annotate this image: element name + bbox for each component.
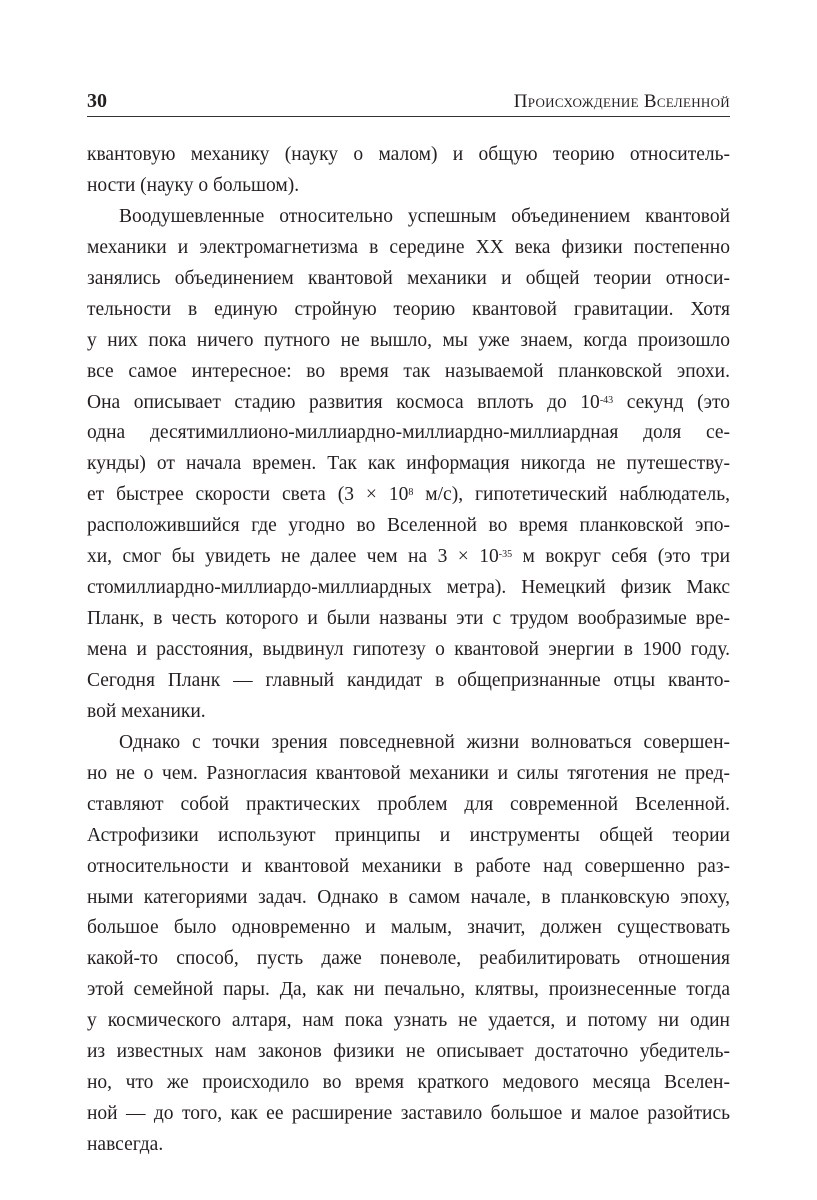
text-line: ности (науку о большом). (87, 174, 300, 196)
text-line: Планк, в честь которого и были названы эти с трудом вообразимые вре- (87, 608, 730, 630)
text-line: большое было одновременно и малым, значит, должен существовать (87, 917, 730, 939)
text-line: но, что же происходило во время краткого медового месяца Вселен- (87, 1072, 730, 1094)
text-line: какой-то способ, пусть даже поневоле, реабилитировать отношения (87, 948, 730, 970)
body-text (87, 140, 730, 1161)
text-line: Сегодня Планк — главный кандидат в общепризнанные отцы кванто- (87, 669, 730, 691)
text-line: вой механики. (87, 700, 206, 722)
page-header (87, 88, 730, 117)
running-title: Происхождение Вселенной (513, 91, 730, 112)
paragraph (87, 202, 730, 728)
text-line: у них пока ничего путного не вышло, мы уже знаем, когда произошло (87, 329, 730, 351)
text-line: механики и электромагнетизма в середине XX века физики постепенно (87, 236, 730, 258)
text-line: квантовую механику (науку о малом) и общую теорию относитель- (87, 144, 730, 165)
text-segment: м/с), гипотетический наблюдатель, (413, 484, 730, 506)
text-segment: секунд (это (613, 391, 730, 413)
text-line: ной — до того, как ее расширение заставило большое и малое разойтись (87, 1103, 730, 1125)
text-line: расположившийся где угодно во Вселенной во время планковской эпо- (87, 515, 730, 537)
text-line (87, 388, 730, 419)
text-line: относительности и квантовой механики в работе над совершенно раз- (87, 855, 730, 877)
text-line: у космического алтаря, нам пока узнать не удается, и потому ни один (87, 1010, 730, 1032)
text-segment: хи, смог бы увидеть не далее чем на 3 × 10 (87, 546, 499, 568)
paragraph (87, 728, 730, 1161)
text-line: кунды) от начала времен. Так как информация никогда не путешеству- (87, 453, 730, 475)
text-line: мена и расстояния, выдвинул гипотезу о квантовой энергии в 1900 году. (87, 639, 730, 660)
text-line: навсегда. (87, 1134, 164, 1155)
text-line: стомиллиардно-миллиардо-миллиардных метра). Немецкий физик Макс (87, 577, 730, 599)
text-line (87, 542, 730, 573)
text-line: этой семейной пары. Да, как ни печально, клятвы, произнесенные тогда (87, 979, 730, 1001)
text-line: Воодушевленные относительно успешным объединением квантовой (119, 205, 730, 227)
text-line: Однако с точки зрения повседневной жизни волноваться совершен- (119, 731, 730, 753)
text-line: все самое интересное: во время так называемой планковской эпохи. (87, 360, 730, 382)
page-number: 30 (87, 90, 107, 112)
text-line: ными категориями задач. Однако в самом начале, в планковскую эпоху, (87, 886, 730, 908)
text-line: ставляют собой практических проблем для современной Вселенной. (87, 793, 730, 815)
text-line: но не о чем. Разногласия квантовой механики и силы тяготения не пред- (87, 762, 730, 784)
text-line: занялись объединением квантовой механики и общей теории относи- (87, 267, 730, 289)
text-line: одна десятимиллионо-миллиардно-миллиардно-миллиардная доля се- (87, 422, 730, 444)
paragraph (87, 140, 730, 202)
exponent: -35 (498, 549, 513, 561)
text-segment: Она описывает стадию развития космоса вплоть до 10 (87, 391, 600, 413)
text-line (87, 480, 730, 511)
text-line: тельности в единую стройную теорию квантовой гравитации. Хотя (87, 298, 730, 320)
text-segment: ет быстрее скорости света (3 × 10 (87, 484, 409, 506)
text-line: Астрофизики используют принципы и инструменты общей теории (87, 824, 730, 846)
text-line: из известных нам законов физики не описывает достаточно убедитель- (87, 1041, 730, 1063)
exponent: 8 (408, 487, 414, 499)
text-segment: м вокруг себя (это три (512, 546, 731, 568)
exponent: -43 (599, 394, 614, 406)
